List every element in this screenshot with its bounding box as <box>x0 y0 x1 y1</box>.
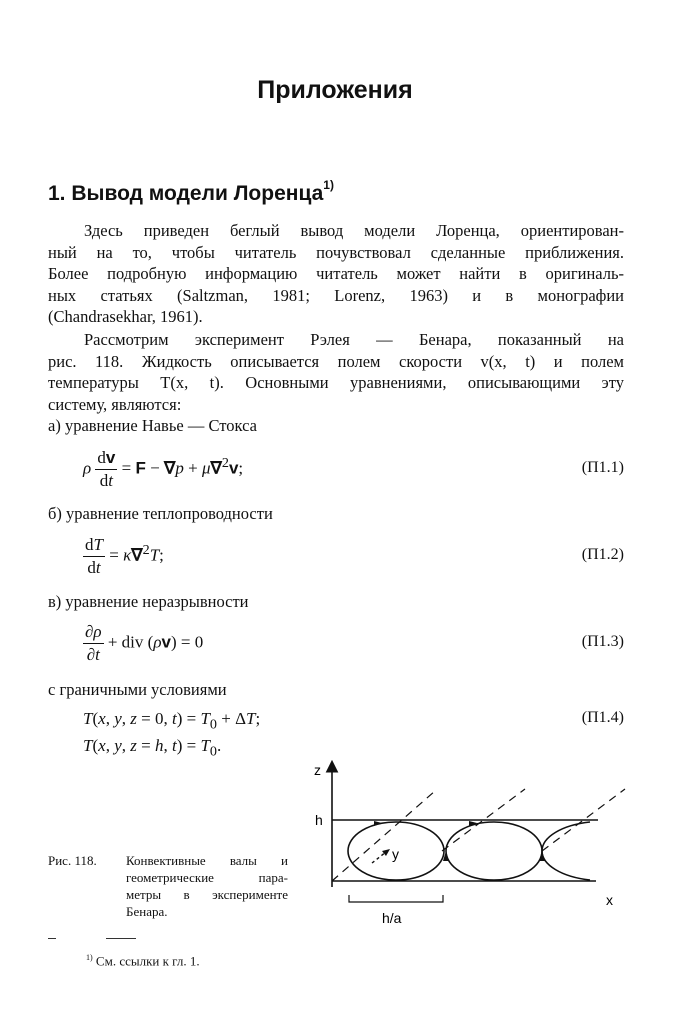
caption-line: Бенара. <box>126 904 168 919</box>
caption-line: геометрические пара- <box>126 870 288 885</box>
paragraph-benard <box>48 329 624 415</box>
x-axis-label: x <box>606 892 613 908</box>
y-axis <box>372 852 386 863</box>
paragraph-line: систему, являются: <box>48 394 182 414</box>
label-navier-stokes: а) уравнение Навье — Стокса <box>48 416 257 435</box>
equation-boundary: T(x, y, z = 0, $t) = T_0 + \Delta T$; T(x, y, z = h, $t) = T_0$. <box>83 709 261 760</box>
convection-roll-partial <box>542 822 590 880</box>
paragraph-line: ный на то, чтобы читатель почувствовал сделанные приближения. <box>48 242 624 262</box>
paragraph-intro <box>48 220 624 328</box>
section-title: 1. Вывод модели Лоренца <box>48 182 324 205</box>
label-boundary-conditions: с граничными условиями <box>48 680 227 699</box>
y-axis-label: y <box>392 846 399 862</box>
section-heading <box>48 178 334 206</box>
convection-roll <box>446 822 542 880</box>
paragraph-line: Более подробную информацию читатель может найти в оригиналь- <box>48 264 624 284</box>
width-bracket <box>349 895 443 902</box>
paragraph-line: Здесь приведен беглый вывод модели Лоренца, ориентирован- <box>84 221 624 240</box>
equation-navier-stokes: ρ $\frac{dv}{dt}$ = F − ∇p + μ∇$^2$v; <box>83 448 244 490</box>
flow-arrow <box>539 851 545 861</box>
equation-heat: $\frac{dT}{dt}$ = κ∇$^2$T; <box>85 535 164 577</box>
paragraph-line: ных статьях (Saltzman, 1981; Lorenz, 1963) и в монографии <box>48 285 624 305</box>
footnote-rule <box>48 938 56 939</box>
equation-number: (П1.4) <box>581 709 624 726</box>
paragraph-line: температуры T(x, t). Основными уравнениями, описывающими эту <box>48 373 624 393</box>
equation-number: (П1.2) <box>581 546 624 563</box>
paragraph-line: (Chandrasekhar, 1961). <box>48 307 203 327</box>
equation-continuity: $\frac{\partial\rho}{\partial t}$ + div (ρv) = 0 <box>85 622 204 664</box>
footnote-text: См. ссылки к гл. 1. <box>95 953 200 969</box>
chapter-title: Приложения <box>257 76 413 104</box>
caption-label: Рис. 118. <box>48 853 97 868</box>
paragraph-line: Рассмотрим эксперимент Рэлея — Бенара, показанный на <box>84 330 624 349</box>
label-continuity: в) уравнение неразрывности <box>48 592 249 611</box>
paragraph-line: рис. 118. Жидкость описывается полем скорости v(x, t) и полем <box>48 351 624 371</box>
footnote <box>86 953 200 969</box>
equation-number: (П1.3) <box>581 633 624 650</box>
figure-convection-rolls <box>300 755 640 935</box>
footnote-marker: 1) <box>86 953 93 962</box>
width-label: h/a <box>382 910 402 926</box>
z-axis-label: z <box>314 762 321 778</box>
dashed-guide <box>332 791 435 881</box>
footnote-rule <box>106 938 136 939</box>
equation-number: (П1.1) <box>581 459 624 476</box>
caption-line: Конвективные валы и <box>126 853 288 868</box>
caption-line: метры в эксперименте <box>126 887 288 902</box>
height-label: h <box>315 812 323 828</box>
footnote-mark: 1) <box>323 178 334 192</box>
label-heat-equation: б) уравнение теплопроводности <box>48 504 273 523</box>
